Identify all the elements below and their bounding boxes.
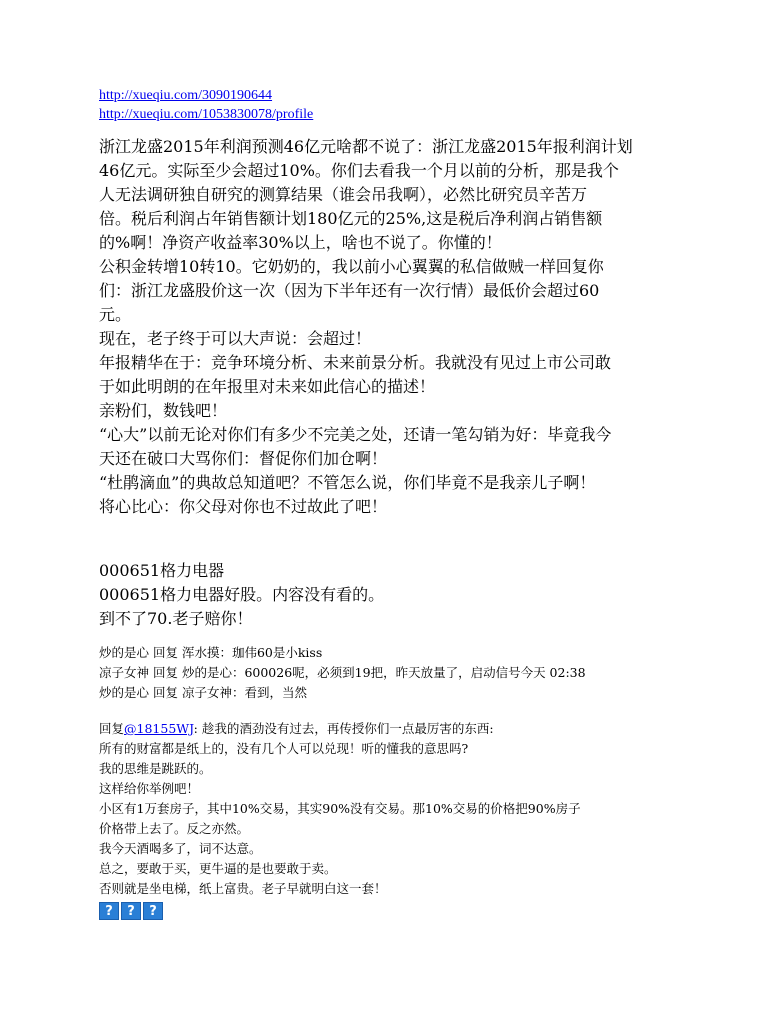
text-line: “杜鹃滴血”的典故总知道吧？不管怎么说，你们毕竟不是我亲儿子啊！: [99, 473, 596, 492]
text-line: 价格带上去了。反之亦然。: [99, 821, 250, 836]
question-mark-icon: ?: [121, 902, 141, 920]
text-line: 现在，老子终于可以大声说：会超过！: [99, 329, 372, 348]
text-line: 年报精华在于：竞争环境分析、未来前景分析。我就没有见过上市公司敢: [99, 353, 612, 372]
text-line: 倍。税后利润占年销售额计划180亿元的25%,这是税后净利润占销售额: [99, 209, 603, 228]
comment-list: [99, 643, 699, 703]
text-line: 我的思维是跳跃的。: [99, 761, 212, 776]
emoji-placeholder-row: [99, 902, 699, 920]
text-line: 们：浙江龙盛股价这一次（因为下半年还有一次行情）最低价会超过60: [99, 281, 600, 300]
text-line: 否则就是坐电梯，纸上富贵。老子早就明白这一套！: [99, 881, 387, 896]
comment-line: 凉子女神 回复 炒的是心：600026呢，必须到19把，昨天放量了，启动信号今天 02:38: [99, 665, 586, 680]
text-line: 人无法调研独自研究的测算结果（谁会吊我啊），必然比研究员辛苦万: [99, 185, 588, 204]
text-line: 元。: [99, 305, 132, 324]
text-line: 天还在破口大骂你们：督促你们加仓啊！: [99, 449, 388, 468]
text-line: 公积金转增10转10。它奶奶的，我以前小心翼翼的私信做贼一样回复你: [99, 257, 604, 276]
text-line: “心大”以前无论对你们有多少不完美之处，还请一笔勾销为好：毕竟我今: [99, 425, 612, 444]
text-line: 到不了70.老子赔你！: [99, 609, 253, 628]
text-line: 小区有1万套房子，其中10%交易，其实90%没有交易。那10%交易的价格把90%房子: [99, 801, 581, 816]
text-line: 浙江龙盛2015年利润预测46亿元啥都不说了：浙江龙盛2015年报利润计划: [99, 137, 633, 156]
reply-block: [99, 719, 699, 899]
reply-first-line-text: : 趁我的酒劲没有过去，再传授你们一点最厉害的东西:: [193, 721, 494, 736]
text-line: 46亿元。实际至少会超过10%。你们去看我一个月以前的分析，那是我个: [99, 161, 619, 180]
comment-line: 炒的是心 回复 浑水摸：珈伟60是小kiss: [99, 645, 323, 660]
document-page: [99, 86, 699, 920]
text-line: 亲粉们，数钱吧！: [99, 401, 228, 420]
question-mark-icon: ?: [99, 902, 119, 920]
link-list: [99, 86, 699, 124]
reply-prefix: 回复: [99, 721, 125, 736]
text-line: 的%啊！净资产收益率30%以上，啥也不说了。你懂的！: [99, 233, 502, 252]
profile-link[interactable]: http://xueqiu.com/1053830078/profile: [99, 107, 314, 122]
text-line: 于如此明朗的在年报里对未来如此信心的描述！: [99, 377, 436, 396]
post-zhejiang-longsheng: [99, 135, 699, 519]
text-line: 这样给你举例吧！: [99, 781, 200, 796]
comment-line: 炒的是心 回复 凉子女神：看到，当然: [99, 685, 307, 700]
text-line: 所有的财富都是纸上的，没有几个人可以兑现！听的懂我的意思吗?: [99, 741, 469, 756]
question-mark-icon: ?: [143, 902, 163, 920]
reply-first-line: [99, 719, 699, 739]
text-line: 000651格力电器: [99, 561, 225, 580]
text-line: 将心比心：你父母对你也不过故此了吧！: [99, 497, 388, 516]
text-line: 我今天酒喝多了，词不达意。: [99, 841, 262, 856]
post-gree-electric: [99, 559, 699, 631]
profile-link[interactable]: http://xueqiu.com/3090190644: [99, 88, 273, 103]
text-line: 总之，要敢于买，更牛逼的是也要敢于卖。: [99, 861, 337, 876]
mention-link[interactable]: @18155WJ: [124, 721, 194, 736]
text-line: 000651格力电器好股。内容没有看的。: [99, 585, 385, 604]
